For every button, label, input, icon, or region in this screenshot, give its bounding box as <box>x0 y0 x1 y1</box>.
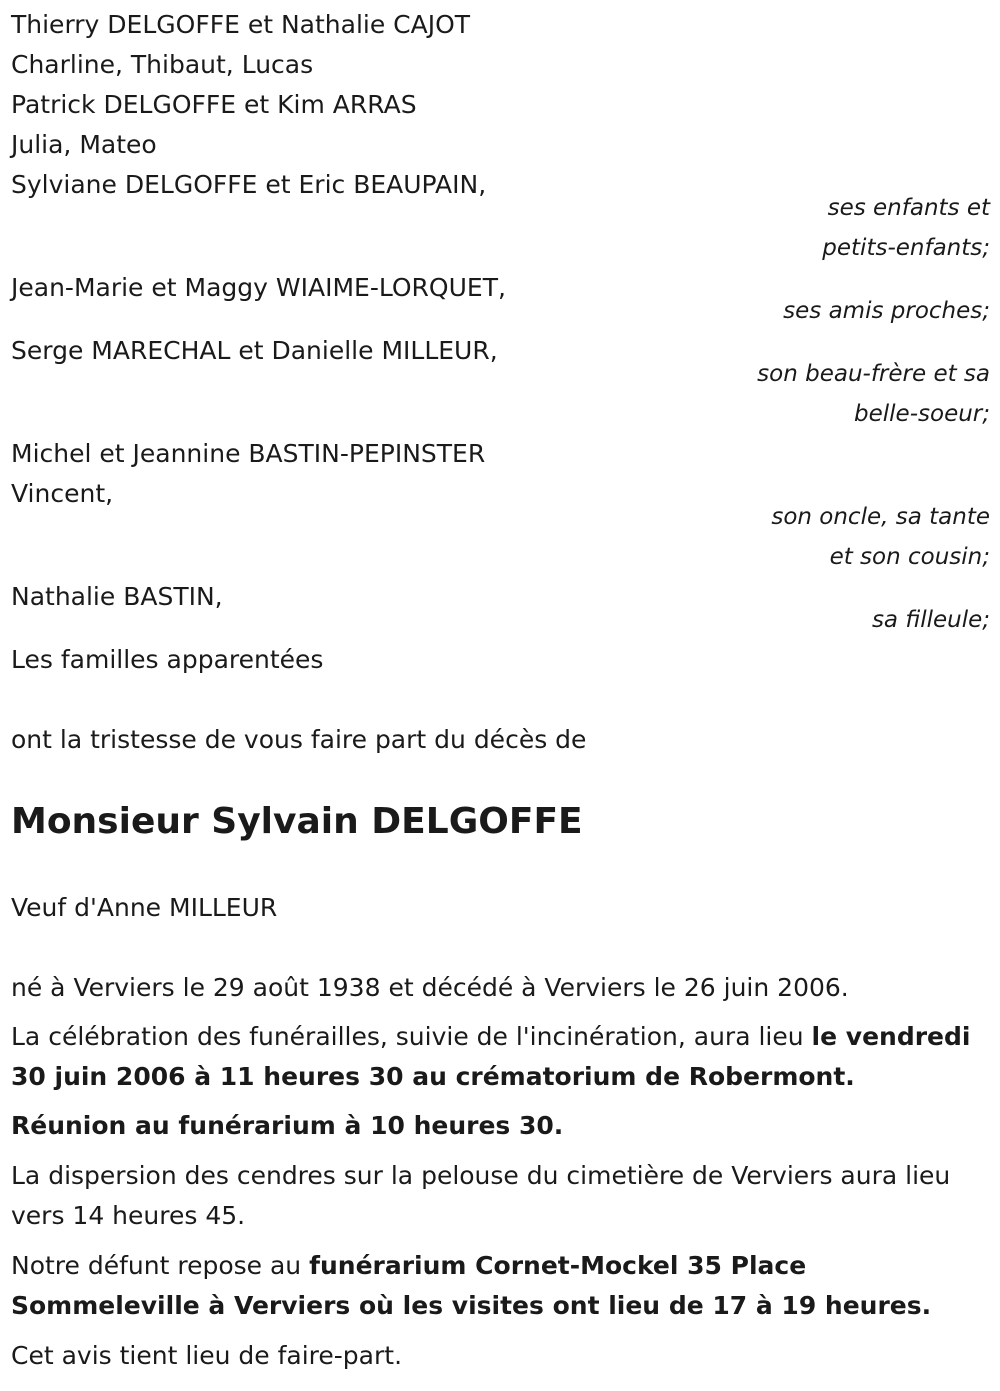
widow-of: Veuf d'Anne MILLEUR <box>11 893 278 922</box>
family-line: Thierry DELGOFFE et Nathalie CAJOT <box>11 10 471 39</box>
relation-label: petits-enfants; <box>822 235 990 261</box>
meeting-info: Réunion au funérarium à 10 heures 30. <box>11 1111 564 1140</box>
family-line: Vincent, <box>11 479 114 508</box>
dispersion-info: La dispersion des cendres sur la pelouse du cimetière de Verviers aura lieu vers 14 heures 45. <box>11 1161 951 1230</box>
closing-note: Cet avis tient lieu de faire-part. <box>11 1341 403 1370</box>
relation-label: son oncle, sa tante <box>771 504 990 530</box>
family-line: Nathalie BASTIN, <box>11 582 223 611</box>
relation-label: ses amis proches; <box>783 298 990 324</box>
repose-paragraph <box>11 1246 986 1326</box>
family-line: Michel et Jeannine BASTIN-PEPINSTER <box>11 439 486 468</box>
repose-intro: Notre défunt repose au <box>11 1251 310 1280</box>
family-line: Serge MARECHAL et Danielle MILLEUR, <box>11 336 498 365</box>
ceremony-paragraph <box>11 1017 986 1097</box>
family-line: Julia, Mateo <box>11 130 157 159</box>
family-line: Jean-Marie et Maggy WIAIME-LORQUET, <box>11 273 506 302</box>
relation-label: son beau-frère et sa <box>757 361 990 387</box>
repose-details: funérarium Cornet-Mockel 35 Place Sommeleville à Verviers où les visites ont lieu de 17 à 19 heures. <box>11 1251 932 1320</box>
family-line: Charline, Thibaut, Lucas <box>11 50 314 79</box>
announcement-text: ont la tristesse de vous faire part du décès de <box>11 725 587 754</box>
relation-label: ses enfants et <box>827 195 990 221</box>
ceremony-details: le vendredi 30 juin 2006 à 11 heures 30 au crématorium de Robermont. <box>11 1022 971 1091</box>
relation-label: sa filleule; <box>871 607 990 633</box>
relation-label: belle-soeur; <box>854 401 990 427</box>
family-line: Les familles apparentées <box>11 645 324 674</box>
family-line: Patrick DELGOFFE et Kim ARRAS <box>11 90 417 119</box>
deceased-name: Monsieur Sylvain DELGOFFE <box>11 801 583 842</box>
family-line: Sylviane DELGOFFE et Eric BEAUPAIN, <box>11 170 487 199</box>
relation-label: et son cousin; <box>829 544 990 570</box>
birth-death-dates: né à Verviers le 29 août 1938 et décédé à Verviers le 26 juin 2006. <box>11 973 849 1002</box>
ceremony-intro: La célébration des funérailles, suivie de l'incinération, aura lieu <box>11 1022 812 1051</box>
